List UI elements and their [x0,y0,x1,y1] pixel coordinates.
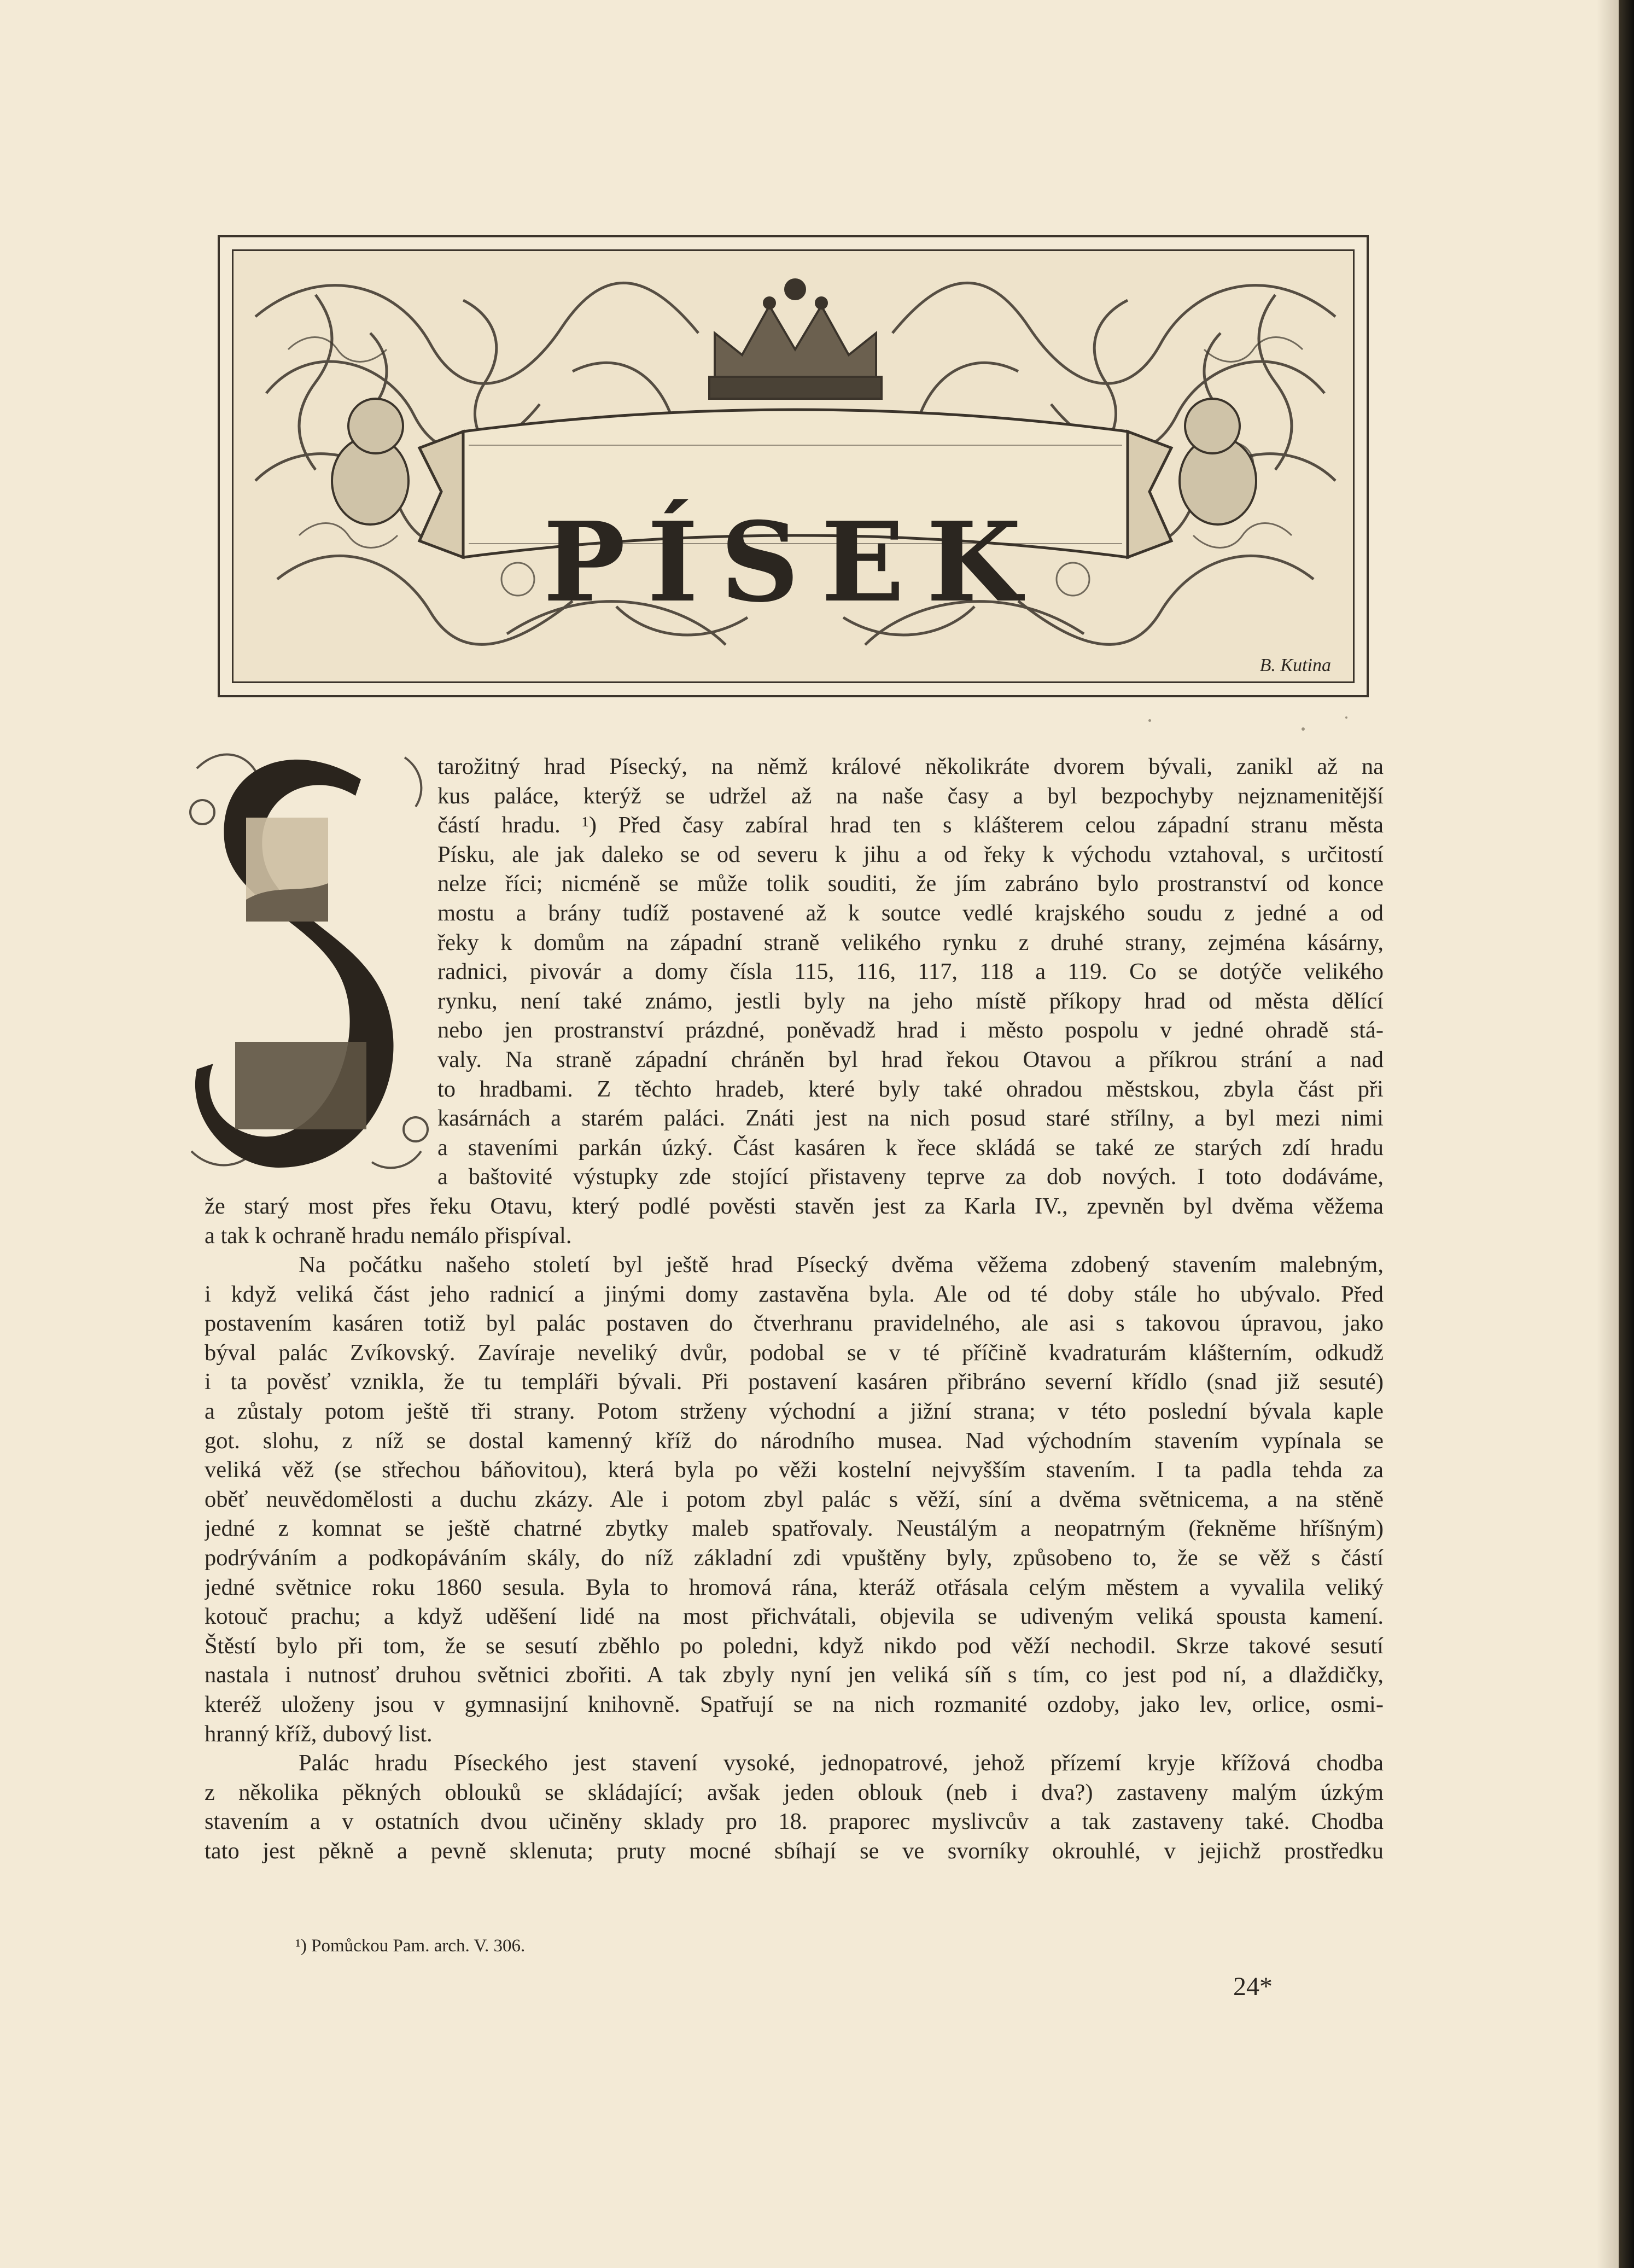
text-line: a staveními parkán úzký. Část kasáren k řece skládá se také ze starých zdí hradu [437,1134,1384,1161]
text-line: i když veliká část jeho radnicí a jinými domy zastavěna byla. Ale od té doby stále ho ubývalo. Před [205,1281,1384,1307]
footnote: ¹) Pomůckou Pam. arch. V. 306. [295,1936,526,1956]
text-line: a tak k ochraně hradu nemálo přispíval. [205,1222,572,1249]
text-line: Palác hradu Píseckého jest stavení vysoké, jednopatrové, jehož přízemí kryje křížová chodba [299,1750,1384,1776]
text-line: oběť neuvědomělosti a duchu zkázy. Ale i potom zbyl palác s věží, síní a dvěma světnicema, a na stěně [205,1486,1384,1512]
text-line: a zůstaly potom ještě tři strany. Potom strženy východní a jižní strana; v této poslední bývala kaple [205,1398,1384,1425]
text-line: tarožitný hrad Písecký, na němž králové několikráte dvorem bývali, zanikl až na [437,754,1384,779]
text-line: býval palác Zvíkovský. Zavíraje neveliký dvůr, podobal se v té příčině kvadraturám klášterním, odkudž [205,1339,1384,1366]
text-line: jedné z komnat se ještě chatrné zbytky maleb spatřovaly. Neustálým a neopatrným (řekněme hříšným) [205,1515,1384,1542]
text-line: rynku, není také známo, jestli byly na jeho místě příkopy hrad od města dělící [437,988,1384,1014]
text-line: částí hradu. ¹) Před časy zabíral hrad ten s klášterem celou západní stranu města [437,812,1384,838]
text-line: kotouč prachu; a když uděšení lidé na most přichvátali, objevila se udiveným veliká spousta kamení. [205,1604,1384,1630]
text-line: valy. Na straně západní chráněn byl hrad řekou Otavou a příkrou strání a nad [437,1046,1384,1072]
text-line: Na počátku našeho století byl ještě hrad Písecký dvěma věžema zdobený stavením malebným, [299,1252,1384,1278]
text-line: nastala i nutnosť druhou světnici zbořiti. A tak zbyly nyní jen veliká síň s tím, co jest pod ní, a dlaždičky, [205,1662,1384,1688]
header-title: PÍSEK [543,498,1043,627]
text-line: postavením kasáren totiž byl palác postaven do čtverhranu pravidelného, ale asi s takovou úpravou, jako [205,1310,1384,1337]
text-line: Štěstí bylo při tom, že se sesutí zběhlo po poledni, když nikdo pod věží nechodil. Skrze takové sesutí [205,1633,1384,1659]
paper-speck [1148,719,1151,722]
text-line: a baštovité výstupky zde stojící přistaveny teprve za dob nových. I toto dodáváme, [437,1164,1384,1190]
text-line: stavením a v ostatních dvou učiněny sklady pro 18. praporec myslivcův a tak zastaveny také. Chodba [205,1809,1384,1835]
text-line: tato jest pěkně a pevně sklenuta; pruty mocné sbíhají se ve svorníky okrouhlé, v jejichž prostředku [205,1838,1384,1864]
header-panel [232,249,1355,683]
text-line: i ta pověsť vznikla, že tu templáři bývali. Při postavení kasáren přibráno severní křídlo (snad již sesuté) [205,1369,1384,1395]
text-line: nelze říci; nicméně se může tolik souditi, že jím zabráno bylo prostranství od konce [437,871,1384,897]
text-line: veliká věž (se střechou báňovitou), která byla po věži kostelní nejvyšším stavením. I ta padla tehda za [205,1457,1384,1483]
text-line: to hradbami. Z těchto hradeb, které byly také ohradou městskou, zbyla část při [437,1076,1384,1102]
paper-speck [1345,716,1347,719]
page-number: 24* [1233,1972,1273,2001]
page-shadow [1597,0,1619,2268]
text-line: jedné světnice roku 1860 sesula. Byla to hromová rána, kteráž otřásala celým městem a vyvalila veliký [205,1574,1384,1600]
text-line: mostu a brány tudíž postavené až k soutce vedlé krajského soudu z jedné a od [437,900,1384,926]
book-edge [1619,0,1634,2268]
header-ornament [218,235,1369,697]
article-body [205,752,1384,1866]
text-line: radnici, pivovár a domy čísla 115, 116, 117, 118 a 119. Co se dotýče velikého [437,959,1384,985]
text-line: kus paláce, kterýž se udržel až na naše časy a byl bezpochyby nejznamenitější [437,783,1384,809]
text-line: got. slohu, z níž se dostal kamenný kříž do národního musea. Nad východním stavením vypínala se [205,1427,1384,1454]
text-line: že starý most přes řeku Otavu, který podlé pověsti stavěn jest za Karla IV., zpevněn byl dvěma věžema [205,1193,1384,1219]
text-line: kteréž uloženy jsou v gymnasijní knihovně. Spatřují se na nich rozmanité ozdoby, jako lev, orlice, osmi- [205,1692,1384,1717]
text-line: řeky k domům na západní straně velikého rynku z druhé strany, zejména kásárny, [437,929,1384,955]
illustrator-signature: B. Kutina [1259,655,1331,675]
text-line: kasárnách a starém paláci. Znáti jest na nich posud staré střílny, a byl mezi nimi [437,1105,1384,1132]
paper-speck [1302,727,1305,731]
text-line: Písku, ale jak daleko se od severu k jihu a od řeky k východu vztahoval, s určitostí [437,841,1384,867]
text-line: podrýváním a podkopáváním skály, do níž základní zdi vpuštěny byly, způsobeno to, že se věž s částí [205,1545,1384,1571]
text-line: z několika pěkných oblouků se skládající; avšak jeden oblouk (neb i dva?) zastaveny malým úzkým [205,1779,1384,1805]
text-line: hranný kříž, dubový list. [205,1721,433,1747]
text-line: nebo jen prostranství prázdné, poněvadž hrad i město pospolu v jedné ohradě stá- [437,1017,1384,1043]
